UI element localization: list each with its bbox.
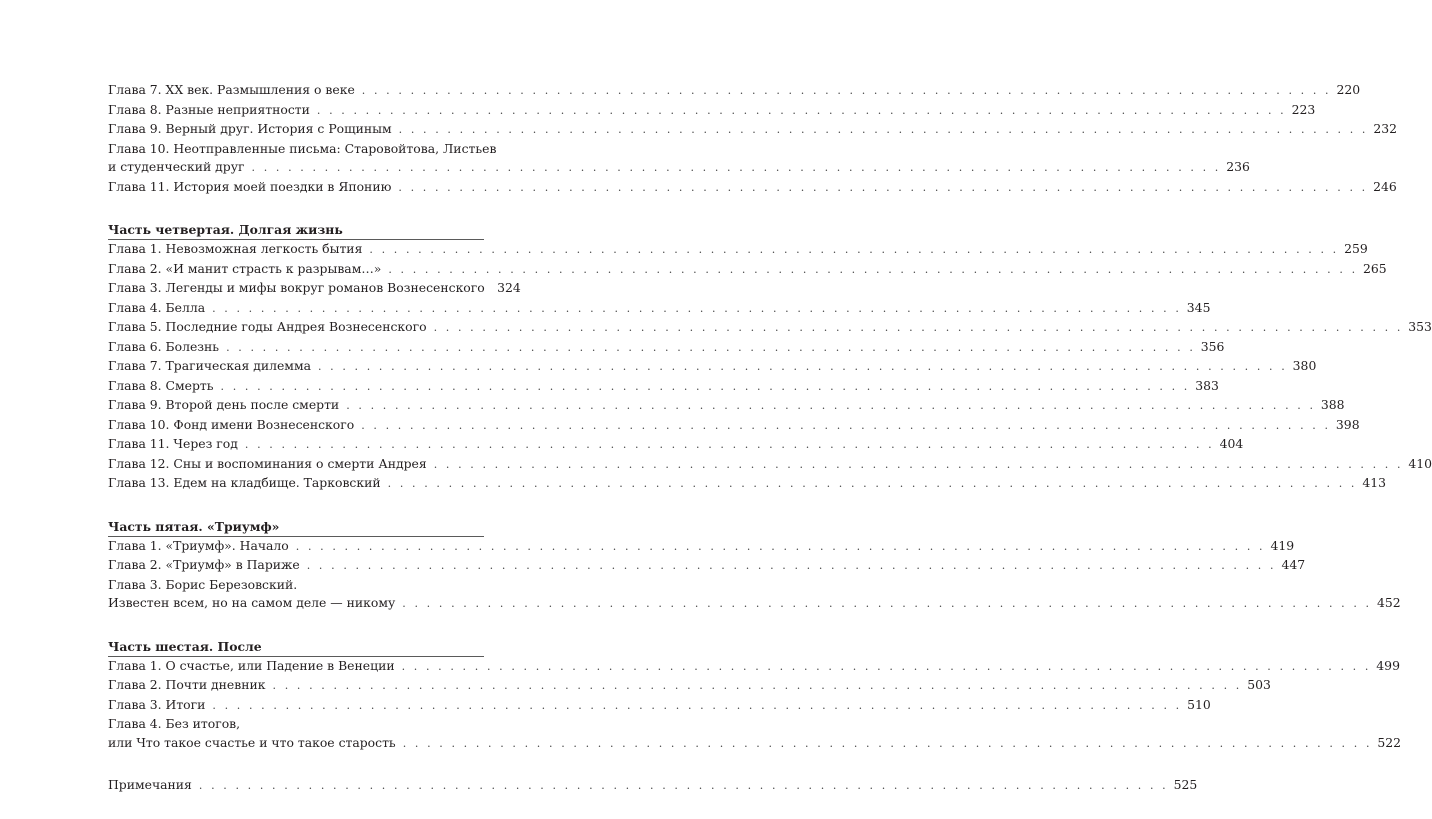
toc-entry[interactable] xyxy=(108,435,1244,455)
dot-leader: . . . . . . . . . . . . . . . . . . . . . . . . . . . . . . . . . . . . . . . . . . . . . . . . . . . . . . . . . . . . . . . . . . . . . . . . . . . . . . . . xyxy=(244,438,1215,451)
toc-part xyxy=(108,776,1198,796)
dot-leader: . . . . . . . . . . . . . . . . . . . . . . . . . . . . . . . . . . . . . . . . . . . . . . . . . . . . . . . . . . . . . . . . . . . . . . . . . . . . . . . . xyxy=(295,539,1266,553)
toc-entry[interactable] xyxy=(108,260,1387,280)
dot-leader: . . . . . . . . . . . . . . . . . . . . . . . . . . . . . . . . . . . . . . . . . . . . . . . . . . . . . . . . . . . . . . . . . . . . . . . . . . . . . . . . xyxy=(402,597,1372,610)
dot-leader: . . . . . . . . . . . . . . . . . . . . . . . . . . . . . . . . . . . . . . . . . . . . . . . . . . . . . . . . . . . . . . . . . . . . . . . . . . . . . . . . xyxy=(272,679,1242,692)
entry-title: Глава 11. Через год xyxy=(108,436,238,451)
toc-entry[interactable] xyxy=(108,279,521,299)
page-number: 383 xyxy=(1195,377,1219,393)
page-number: 404 xyxy=(1219,436,1244,451)
toc-entry[interactable] xyxy=(108,101,1316,121)
page-number: 447 xyxy=(1281,557,1306,572)
entry-title: Глава 1. Невозможная легкость бытия xyxy=(108,241,363,256)
dot-leader: . . . . . . . . . . . . . . . . . . . . . . . . . . . . . . . . . . . . . . . . . . . . . . . . . . . . . . . . . . . . . . . . . . . . . . . . . . . . . . . . xyxy=(198,779,1169,792)
toc-entry[interactable] xyxy=(108,657,1400,677)
entry-title: Глава 7. Трагическая дилемма xyxy=(108,358,311,373)
toc-entry[interactable] xyxy=(108,377,1219,397)
dot-leader: . . . . . . . . . . . . . . . . . . . . . . . . . . . . . . . . . . . . . . . . . . . . . . . . . . . . . . . . . . . . . . . . . . . . . . . . . . . . . . . . xyxy=(220,379,1190,393)
toc-entry[interactable] xyxy=(108,416,1360,436)
dot-leader: . . . . . . . . . . . . . . . . . . . . . . . . . . . . . . . . . . . . . . . . . . . . . . . . . . . . . . . . . . . . . . . . . . . . . . . . . . . . . . . . xyxy=(212,698,1182,712)
dot-leader: . . . . . . . . . . . . . . . . . . . . . . . . . . . . . . . . . . . . . . . . . . . . . . . . . . . . . . . . . . . . . . . . . . . . . . . . . . . . . . . . xyxy=(361,84,1332,97)
toc-entry[interactable] xyxy=(108,776,1198,796)
entry-title: Глава 8. Разные неприятности xyxy=(108,101,310,117)
dot-leader: . . . . . . . . . . . . . . . . . . . . . . . . . . . . . . . . . . . . . . . . . . . . . . . . . . . . . . . . . . . . . . . . . . . . . . . . . . . . . . . . xyxy=(387,477,1357,490)
dot-leader: . . . . . . . . . . . . . . . . . . . . . . . . . . . . . . . . . . . . . . . . . . . . . . . . . . . . . . . . . . . . . . . . . . . . . . . . . . . . . . . . xyxy=(346,399,1316,412)
dot-leader: . . . . . . . . . . . . . . . . . . . . . . . . . . . . . . . . . . . . . . . . . . . . . . . . . . . . . . . . . . . . . . . . . . . . . . . . . . . . . . . . xyxy=(361,418,1331,432)
entry-title: Глава 2. «Триумф» в Париже xyxy=(108,557,300,572)
toc-entry[interactable] xyxy=(108,357,1317,377)
entry-title: Глава 7. XX век. Размышления о веке xyxy=(108,82,355,97)
toc-entry[interactable] xyxy=(108,537,1295,557)
entry-title: Глава 5. Последние годы Андрея Вознесенского xyxy=(108,319,427,334)
page-number: 220 xyxy=(1336,82,1361,97)
toc-entry[interactable] xyxy=(108,318,1432,338)
toc-entry[interactable] xyxy=(108,396,1345,416)
dot-leader: . . . . . . . . . . . . . . . . . . . . . . . . . . . . . . . . . . . . . . . . . . . . . . . . . . . . . . . . . . . . . . . . . . . . . . . . . . . . . . . . xyxy=(402,736,1373,750)
toc-entry[interactable] xyxy=(108,715,1402,753)
page-number: 510 xyxy=(1187,696,1211,712)
part-title: Часть четвертая. Долгая жизнь xyxy=(108,220,484,240)
page-number: 236 xyxy=(1226,159,1250,174)
entry-title: или Что такое счастье и что такое старость xyxy=(108,734,396,750)
entry-title: Глава 12. Сны и воспоминания о смерти Андрея xyxy=(108,455,427,471)
dot-leader: . . . . . . . . . . . . . . . . . . . . . . . . . . . . . . . . . . . . . . . . . . . . . . . . . . . . . . . . . . . . . . . . . . . . . . . . . . . . . . . . xyxy=(433,321,1403,334)
page-number: 353 xyxy=(1408,319,1432,334)
page-number: 499 xyxy=(1376,657,1400,673)
toc-entry[interactable] xyxy=(108,676,1271,696)
dot-leader: . . . . . . . . . . . . . . . . . . . . . . . . . . . . . . . . . . . . . . . . . . . . . . . . . . . . . . . . . . . . . . . . . . . . . . . . . . . . . . . . xyxy=(306,559,1277,572)
entry-title: Глава 13. Едем на кладбище. Тарковский xyxy=(108,475,381,490)
page-number: 398 xyxy=(1335,416,1360,432)
page-number: 265 xyxy=(1363,260,1387,276)
entry-title-first-line: Глава 3. Борис Березовский. xyxy=(108,576,298,592)
entry-title: Глава 9. Верный друг. История с Рощиным xyxy=(108,121,392,136)
dot-leader: . . . . . . . . . . . . . . . . . . . . . . . . . . . . . . . . . . . . . . . . . . . . . . . . . . . . . . . . . . . . . . . . . . . . . . . . . . . . . . . . xyxy=(226,340,1196,354)
entry-title: Глава 9. Второй день после смерти xyxy=(108,397,340,412)
entry-title: Глава 2. «И манит страсть к разрывам…» xyxy=(108,260,382,276)
page-number: 452 xyxy=(1377,595,1401,610)
toc-entry[interactable] xyxy=(108,576,1401,614)
page-number: 259 xyxy=(1344,241,1368,256)
dot-leader: . . . . . . . . . . . . . . . . . . . . . . . . . . . . . . . . . . . . . . . . . . . . . . . . . . . . . . . . . . . . . . . . . . . . . . . . . . . . . . . . xyxy=(433,457,1404,471)
dot-leader: . . . . . . . . . . . . . . . . . . . . . . . . . . . . . . . . . . . . . . . . . . . . . . . . . . . . . . . . . . . . . . . . . . . . . . . . . . . . . . . . xyxy=(212,301,1182,315)
page-number: 410 xyxy=(1408,455,1432,471)
page-number: 522 xyxy=(1377,734,1402,750)
toc-part xyxy=(108,517,1401,614)
table-of-contents xyxy=(108,81,1432,819)
entry-title: Известен всем, но на самом деле — никому xyxy=(108,595,396,610)
toc-entry[interactable] xyxy=(108,140,1250,178)
page-number: 380 xyxy=(1292,358,1317,373)
page-number: 503 xyxy=(1247,677,1271,692)
part-title: Часть шестая. После xyxy=(108,637,484,657)
entry-title: Глава 3. Итоги xyxy=(108,696,206,712)
page-number: 356 xyxy=(1200,338,1225,354)
entry-title: Глава 11. История моей поездки в Японию xyxy=(108,178,392,194)
toc-entry[interactable] xyxy=(108,81,1361,101)
dot-leader: . . . . . . . . . . . . . . . . . . . . . . . . . . . . . . . . . . . . . . . . . . . . . . . . . . . . . . . . . . . . . . . . . . . . . . . . . . . . . . . . xyxy=(398,180,1368,194)
entry-title: Глава 4. Белла xyxy=(108,299,206,315)
entry-title-first-line: Глава 10. Неотправленные письма: Старовойтова, Листьев xyxy=(108,140,497,156)
page-number: 232 xyxy=(1373,121,1398,136)
toc-part xyxy=(108,81,1398,197)
entry-title: Глава 1. О счастье, или Падение в Венеции xyxy=(108,657,395,673)
entry-title: и студенческий друг xyxy=(108,159,245,174)
toc-entry[interactable] xyxy=(108,299,1211,319)
entry-title: Глава 10. Фонд имени Вознесенского xyxy=(108,416,355,432)
toc-entry[interactable] xyxy=(108,240,1368,260)
entry-title: Глава 8. Смерть xyxy=(108,377,214,393)
page-number: 223 xyxy=(1291,101,1316,117)
toc-entry[interactable] xyxy=(108,455,1432,475)
entry-last-line xyxy=(108,734,1402,754)
toc-part xyxy=(108,637,1402,754)
entry-last-line xyxy=(108,594,1401,614)
entry-last-line xyxy=(108,158,1250,178)
dot-leader: . . . . . . . . . . . . . . . . . . . . . . . . . . . . . . . . . . . . . . . . . . . . . . . . . . . . . . . . . . . . . . . . . . . . . . . . . . . . . . . . xyxy=(251,161,1221,174)
part-title: Часть пятая. «Триумф» xyxy=(108,517,484,537)
toc-entry[interactable] xyxy=(108,120,1398,140)
toc-entry[interactable] xyxy=(108,696,1211,716)
dot-leader: . . . . . . . . . . . . . . . . . . . . . . . . . . . . . . . . . . . . . . . . . . . . . . . . . . . . . . . . . . . . . . . . . . . . . . . . . . . . . . . . xyxy=(317,360,1288,373)
entry-title: Глава 2. Почти дневник xyxy=(108,677,266,692)
page-number: 413 xyxy=(1362,475,1386,490)
page-number: 246 xyxy=(1373,178,1397,194)
dot-leader: . . . . . . . . . . . . . . . . . . . . . . . . . . . . . . . . . . . . . . . . . . . . . . . . . . . . . . . . . . . . . . . . . . . . . . . . . . . . . . . . xyxy=(401,659,1371,673)
entry-title: Глава 6. Болезнь xyxy=(108,338,220,354)
toc-entry[interactable] xyxy=(108,338,1225,358)
dot-leader: . . . . . . . . . . . . . . . . . . . . . . . . . . . . . . . . . . . . . . . . . . . . . . . . . . . . . . . . . . . . . . . . . . . . . . . . . . . . . . . . xyxy=(316,103,1287,117)
dot-leader: . . . . . . . . . . . . . . . . . . . . . . . . . . . . . . . . . . . . . . . . . . . . . . . . . . . . . . . . . . . . . . . . . . . . . . . . . . . . . . . . xyxy=(369,243,1339,256)
entry-title-first-line: Глава 4. Без итогов, xyxy=(108,716,241,731)
dot-leader: . . . . . . . . . . . . . . . . . . . . . . . . . . . . . . . . . . . . . . . . . . . . . . . . . . . . . . . . . . . . . . . . . . . . . . . . . . . . . . . . xyxy=(388,262,1358,276)
dot-leader: . . . . . . . . . . . . . . . . . . . . . . . . . . . . . . . . . . . . . . . . . . . . . . . . . . . . . . . . . . . . . . . . . . . . . . . . . . . . . . . . xyxy=(398,123,1369,136)
page-number: 525 xyxy=(1173,777,1198,792)
entry-title: Глава 3. Легенды и мифы вокруг романов Вознесенского xyxy=(108,280,485,295)
toc-entry[interactable] xyxy=(108,556,1306,576)
toc-part xyxy=(108,220,1432,494)
entry-title: Примечания xyxy=(108,777,192,792)
entry-title: Глава 1. «Триумф». Начало xyxy=(108,537,289,553)
page-number: 345 xyxy=(1186,299,1211,315)
page-number: 388 xyxy=(1320,397,1345,412)
page-number: 419 xyxy=(1270,537,1295,553)
toc-entry[interactable] xyxy=(108,474,1386,494)
toc-entry[interactable] xyxy=(108,178,1397,198)
page-number: 324 xyxy=(497,280,521,295)
